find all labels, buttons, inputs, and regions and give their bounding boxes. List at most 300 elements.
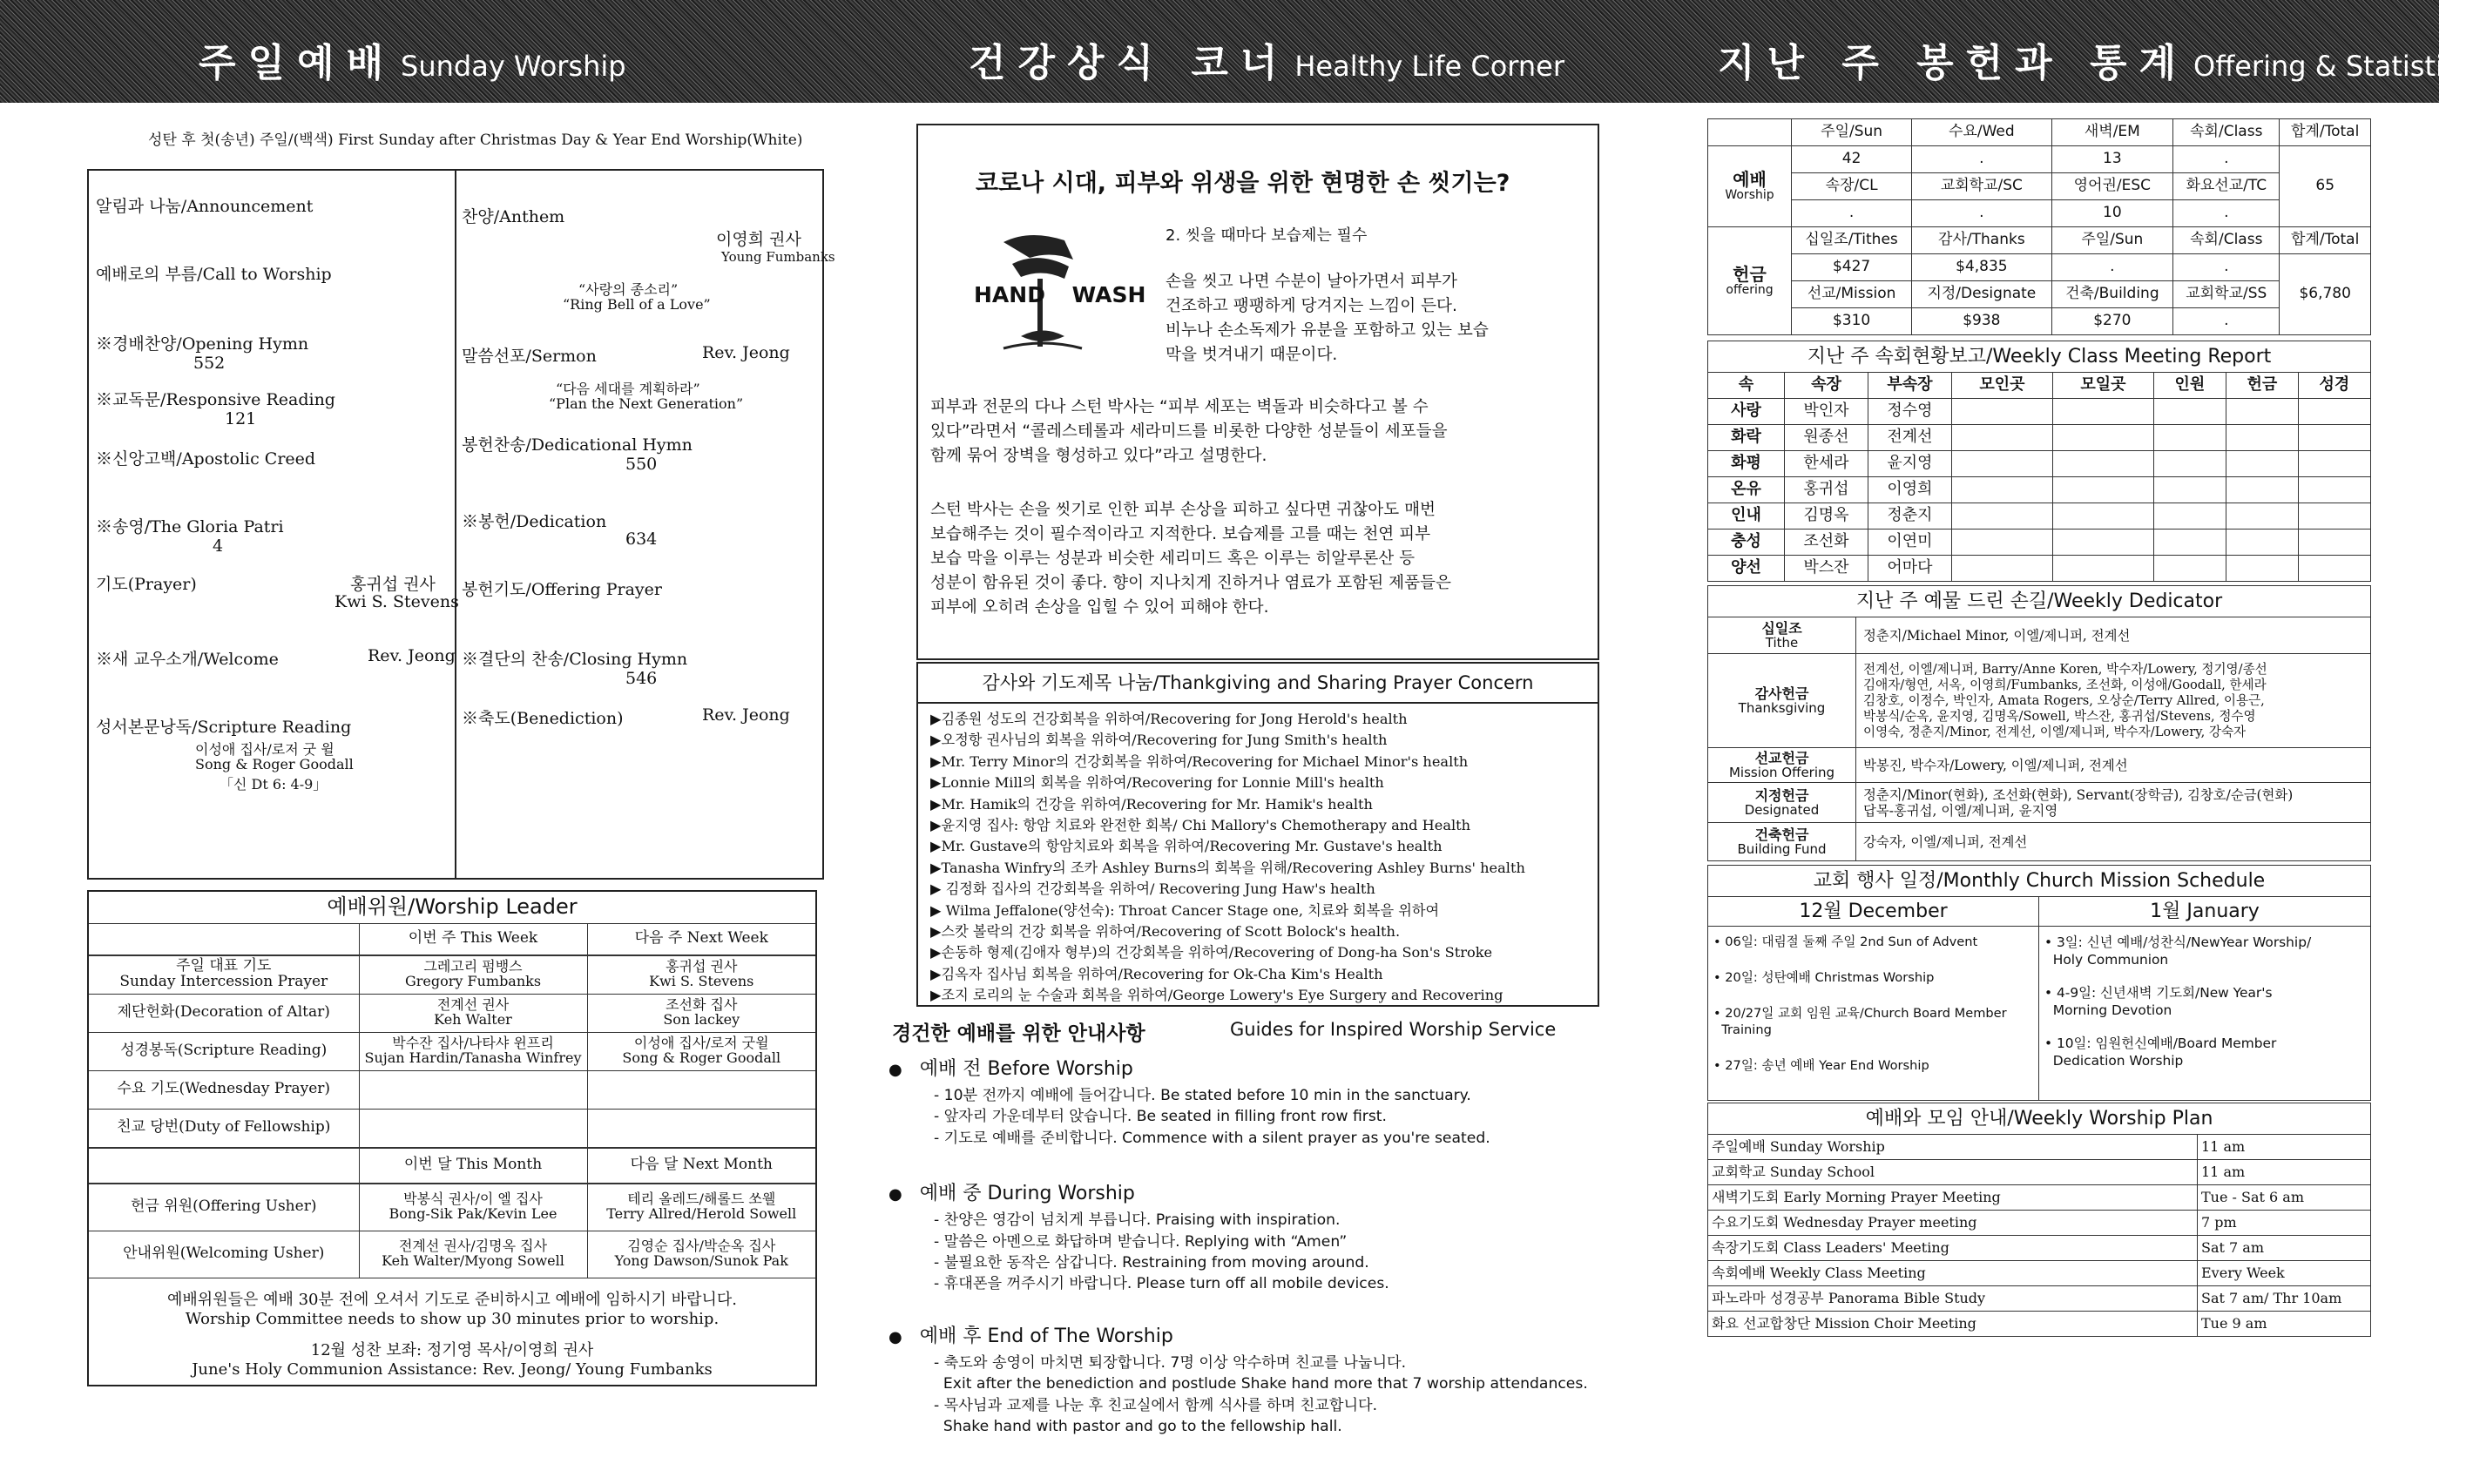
schedule-item: • 20일: 성탄예배 Christmas Worship	[1713, 970, 1935, 985]
class-cell	[1952, 425, 2053, 451]
attendance-offering-table	[1707, 118, 2371, 335]
scripture-reader-ko: 이성애 집사/로저 굿 윌	[195, 741, 334, 758]
prayer-item: ▶스캇 볼락의 건강 회복을 위하여/Recovering of Scott Bolock's health.	[930, 923, 1401, 941]
january-list	[2039, 927, 2371, 1101]
class-row	[1708, 530, 2371, 556]
order-of-worship	[87, 169, 835, 880]
class-cell	[2052, 477, 2153, 503]
class-cell	[2153, 477, 2226, 503]
dedicator-row	[1708, 617, 2371, 654]
welcome: ※새 교우소개/Welcome	[96, 650, 279, 669]
schedule-item: • 10일: 임원헌신예배/Board Member Dedication Worship	[2044, 1035, 2277, 1069]
worship-subtitle: 성탄 후 첫(송년) 주일/(백색) First Sunday after Christmas Day & Year End Worship(White)	[148, 132, 803, 149]
att-val-3: 13	[2051, 146, 2173, 173]
apostolic-creed: ※신앙고백/Apostolic Creed	[96, 449, 316, 469]
bullet-icon: ●	[889, 1327, 902, 1346]
paragraph-line: 있다”라면서 “콜레스테롤과 세라미드를 비롯한 다양한 성분들이 세포들을	[930, 422, 1448, 441]
att-head-7: 영어권/ESC	[2051, 173, 2173, 200]
scripture-reader-en: Song & Roger Goodall	[195, 756, 354, 772]
health-paragraph-2	[930, 395, 1448, 469]
opening-hymn-number: 552	[193, 354, 226, 373]
off-val-3: .	[2051, 254, 2173, 281]
paragraph-line: 건조하고 팽팽하게 당겨지는 느낌이 든다.	[1166, 297, 1457, 315]
class-cell	[2226, 530, 2298, 556]
plan-time: Sat 7 am/ Thr 10am	[2198, 1286, 2371, 1312]
class-cell	[2298, 451, 2370, 477]
att-val-2: .	[1912, 146, 2051, 173]
class-cell	[2052, 556, 2153, 582]
class-cell: 인내	[1708, 503, 1785, 530]
guide-section-head	[889, 1178, 1135, 1205]
schedule-item: • 3일: 신년 예배/성찬식/NewYear Worship/ Holy Communion	[2044, 934, 2312, 968]
paragraph-line: 보습 막을 이루는 성분과 비슷한 세리미드 혹은 이루는 히알루론산 등	[930, 550, 1416, 568]
class-cell: 화락	[1708, 425, 1785, 451]
prayer-item: ▶김종원 성도의 건강회복을 위하여/Recovering for Jong Herold's health	[930, 711, 1408, 727]
prayer-item: ▶조지 로리의 눈 수술과 회복을 위하여/George Lowery's Eye Surgery and Recovering	[930, 987, 1503, 1004]
anthem-title-en: “Ring Bell of a Love”	[563, 296, 711, 313]
class-row	[1708, 451, 2371, 477]
plan-time: 11 am	[2198, 1135, 2371, 1160]
leader-rows-monthly	[89, 1184, 815, 1278]
leader-next: 이성애 집사/로저 굿윌 Song & Roger Goodall	[587, 1032, 815, 1070]
class-cell: 화평	[1708, 451, 1785, 477]
class-cell	[2153, 399, 2226, 425]
prayer-item: ▶Lonnie Mill의 회복을 위하여/Recovering for Lonnie Mill's health	[930, 774, 1384, 792]
health-paragraph-1	[1166, 270, 1489, 368]
class-cell: 박인자	[1785, 399, 1868, 425]
prayer-item: ▶Mr. Hamik의 건강을 위하여/Recovering for Mr. Hamik's health	[930, 795, 1373, 813]
plan-time: 11 am	[2198, 1160, 2371, 1185]
worship-leader-section	[87, 890, 817, 1386]
dedicator-names: 정춘지/Minor(현화), 조선화(현화), Servant(장학금), 김창호/순금(현화) 답목-홍귀섭, 이엘/제니퍼, 윤지영	[1856, 783, 2371, 823]
communion-ko: 12월 성찬 보좌: 정기영 목사/이영희 권사	[310, 1340, 594, 1359]
dedicator-category: 감사헌금 Thanksgiving	[1708, 654, 1856, 748]
leader-role: 성경봉독(Scripture Reading)	[89, 1032, 359, 1070]
leader-row	[89, 1032, 815, 1070]
offering-label-en: offering	[1726, 282, 1774, 297]
health-question: 코로나 시대, 피부와 위생을 위한 현명한 손 씻기는?	[976, 170, 1510, 197]
att-val-6: .	[1912, 200, 2051, 227]
plan-row	[1708, 1236, 2371, 1261]
class-cell	[2052, 451, 2153, 477]
prayer-item: ▶오정항 권사님의 회복을 위하여/Recovering for Jung Smith's health	[930, 732, 1388, 749]
plan-event: 주일예배 Sunday Worship	[1708, 1135, 2198, 1160]
dedicator-names: 박봉진, 박수자/Lowery, 이엘/제니퍼, 전계선	[1856, 748, 2371, 783]
att-head-4: 속회/Class	[2173, 119, 2280, 146]
dedicator-row	[1708, 654, 2371, 748]
leader-role: 헌금 위원(Offering Usher)	[89, 1184, 359, 1231]
class-cell	[1952, 477, 2053, 503]
closing-hymn-number: 546	[625, 669, 658, 688]
off-head-5: 선교/Mission	[1792, 281, 1912, 308]
closing-hymn: ※결단의 찬송/Closing Hymn	[462, 650, 688, 669]
leader-next	[587, 1070, 815, 1109]
class-cell	[2226, 477, 2298, 503]
communion-en: June's Holy Communion Assistance: Rev. Jeong/ Young Fumbanks	[192, 1359, 713, 1379]
leader-row	[89, 994, 815, 1032]
dedicator-category: 십일조 Tithe	[1708, 617, 1856, 654]
guide-section-head	[889, 1054, 1133, 1081]
off-head-3: 주일/Sun	[2051, 227, 2173, 254]
plan-row	[1708, 1312, 2371, 1337]
plan-row	[1708, 1211, 2371, 1236]
gloria-number: 4	[213, 536, 224, 556]
mission-schedule-table	[1707, 865, 2371, 1101]
class-cell	[1952, 503, 2053, 530]
paragraph-line: 피부과 전문의 다나 스턴 박사는 “피부 세포는 벽돌과 비슷하다고 볼 수	[930, 398, 1429, 416]
gloria-patri: ※송영/The Gloria Patri	[96, 517, 284, 536]
prayer-item: ▶ Wilma Jeffalone(양선숙): Throat Cancer Stage one, 치료와 회복을 위하여	[930, 901, 1440, 919]
december-list	[1708, 927, 2039, 1101]
prayer-concern-section	[916, 662, 1599, 1007]
opening-hymn: ※경배찬양/Opening Hymn	[96, 334, 309, 354]
paragraph-line: 비누나 손소독제가 유분을 포함하고 있는 보습	[1166, 321, 1489, 340]
att-val-4: .	[2173, 146, 2280, 173]
guide-head-text: 예배 전 Before Worship	[919, 1058, 1133, 1080]
guide-line: - 말씀은 아멘으로 화답하며 받습니다. Replying with “Amen”	[934, 1232, 1348, 1251]
leader-this	[359, 1109, 587, 1147]
class-cell	[2226, 503, 2298, 530]
class-cell: 박스잔	[1785, 556, 1868, 582]
off-head-1: 십일조/Tithes	[1792, 227, 1912, 254]
class-cell: 이영희	[1868, 477, 1952, 503]
sermon-title-en: “Plan the Next Generation”	[549, 395, 744, 412]
leader-next: 조선화 집사 Son lackey	[587, 994, 815, 1032]
class-cell: 어마다	[1868, 556, 1952, 582]
plan-row	[1708, 1185, 2371, 1211]
leader-row	[89, 1109, 815, 1147]
dedicator-category: 선교헌금 Mission Offering	[1708, 748, 1856, 783]
leader-this: 전계선 권사 Keh Walter	[359, 994, 587, 1032]
dedicational-hymn-number: 550	[625, 455, 658, 474]
this-week-head: 이번 주 This Week	[359, 923, 587, 954]
schedule-item: • 27일: 송년 예배 Year End Worship	[1713, 1058, 1929, 1073]
class-cell: 이연미	[1868, 530, 1952, 556]
prayer-item: ▶Tanasha Winfry의 조카 Ashley Burns의 회복을 위해/Recovering Ashley Burns' health	[930, 859, 1525, 876]
guide-head-text: 예배 후 End of The Worship	[919, 1325, 1173, 1347]
guide-line: Exit after the benediction and postlude Shake hand more that 7 worship attendances.	[934, 1375, 1588, 1393]
responsive-reading-number: 121	[225, 409, 257, 428]
next-month-head: 다음 달 Next Month	[587, 1148, 815, 1183]
class-cell	[2226, 451, 2298, 477]
class-header: 속	[1708, 373, 1785, 399]
class-cell: 홍귀섭	[1785, 477, 1868, 503]
att-head-1: 주일/Sun	[1792, 119, 1912, 146]
prayer-item: ▶ 김정화 집사의 건강회복을 위하여/ Recovering Jung Haw's health	[930, 880, 1375, 898]
off-head-8: 교회학교/SS	[2173, 281, 2280, 308]
dedicator-category: 지정헌금 Designated	[1708, 783, 1856, 823]
off-head-2: 감사/Thanks	[1912, 227, 2051, 254]
guide-line: Shake hand with pastor and go to the fellowship hall.	[934, 1418, 1342, 1435]
leader-role: 수요 기도(Wednesday Prayer)	[89, 1070, 359, 1109]
class-cell: 한세라	[1785, 451, 1868, 477]
class-header: 인원	[2153, 373, 2226, 399]
att-val-1: 42	[1792, 146, 1912, 173]
att-val-8: .	[2173, 200, 2280, 227]
class-cell	[2298, 399, 2370, 425]
dedicator-category: 건축헌금 Building Fund	[1708, 823, 1856, 861]
call-to-worship: 예배로의 부름/Call to Worship	[96, 265, 332, 284]
worship-plan-table	[1707, 1103, 2371, 1337]
paragraph-line: 보습해주는 것이 필수적이라고 지적한다. 보습제를 고를 때는 천연 피부	[930, 525, 1431, 543]
class-cell	[1952, 556, 2053, 582]
leader-role: 안내위원(Welcoming Usher)	[89, 1231, 359, 1278]
prayer-item: ▶김옥자 집사님 회복을 위하여/Recovering for Ok-Cha Kim's Health	[930, 965, 1383, 982]
class-header: 모일곳	[2052, 373, 2153, 399]
paragraph-line: 손을 씻고 나면 수분이 날아가면서 피부가	[1166, 273, 1457, 291]
offering-prayer: 봉헌기도/Offering Prayer	[462, 580, 662, 599]
guide-line: - 축도와 송영이 마치면 퇴장합니다. 7명 이상 악수하며 친교를 나눕니다.	[934, 1353, 1407, 1372]
class-cell	[2298, 503, 2370, 530]
statistics-section	[1707, 118, 2371, 1337]
class-cell	[2298, 530, 2370, 556]
dedicator-table	[1707, 585, 2371, 861]
prayer-item: ▶윤지영 집사: 항암 치료와 완전한 회복/ Chi Mallory's Chemotherapy and Health	[930, 817, 1471, 834]
class-report-title: 지난 주 속회현황보고/Weekly Class Meeting Report	[1708, 341, 2371, 373]
off-head-4: 속회/Class	[2173, 227, 2280, 254]
class-cell: 윤지영	[1868, 451, 1952, 477]
class-cell	[2153, 556, 2226, 582]
class-cell	[2153, 503, 2226, 530]
off-total-head: 합계/Total	[2280, 227, 2371, 254]
class-cell: 정수영	[1868, 399, 1952, 425]
sermon-title-ko: “다음 세대를 계획하라”	[556, 381, 700, 397]
health-paragraph-3	[930, 498, 1451, 620]
plan-time: Sat 7 am	[2198, 1236, 2371, 1261]
class-cell	[2153, 530, 2226, 556]
plan-row	[1708, 1286, 2371, 1312]
class-row	[1708, 425, 2371, 451]
dedicator-names: 강숙자, 이엘/제니퍼, 전계선	[1856, 823, 2371, 861]
sunday-worship-header: 주일예배 Sunday Worship	[199, 41, 626, 85]
prayer-leader-ko: 홍귀섭 권사	[350, 575, 436, 594]
off-val-1: $427	[1792, 254, 1912, 281]
att-val-7: 10	[2051, 200, 2173, 227]
class-header: 모인곳	[1952, 373, 2053, 399]
att-head-6: 교회학교/SC	[1912, 173, 2051, 200]
class-cell: 정춘지	[1868, 503, 1952, 530]
att-total: 65	[2280, 146, 2371, 227]
leader-row	[89, 955, 815, 994]
class-cell	[2226, 425, 2298, 451]
prayer-concern-list	[918, 704, 1598, 1007]
class-row	[1708, 399, 2371, 425]
class-cell	[2226, 399, 2298, 425]
plan-row	[1708, 1160, 2371, 1185]
offering-stats-header: 지난 주 봉헌과 통계 Offering & Statistics	[1718, 41, 2473, 85]
prayer-leader-en: Kwi S. Stevens	[334, 592, 459, 611]
class-cell: 양선	[1708, 556, 1785, 582]
leader-this: 그레고리 펌뱅스 Gregory Fumbanks	[359, 955, 587, 994]
dedicator-names: 정춘지/Michael Minor, 이엘/제니퍼, 전계선	[1856, 617, 2371, 654]
plan-time: Every Week	[2198, 1261, 2371, 1286]
class-header: 성경	[2298, 373, 2370, 399]
leader-rows	[89, 955, 815, 1148]
off-val-6: $938	[1912, 308, 2051, 335]
leader-row	[89, 1070, 815, 1109]
prayer-item: ▶Mr. Gustave의 항암치료와 회복을 위하여/Recovering Mr. Gustave's health	[930, 838, 1443, 855]
class-header: 헌금	[2226, 373, 2298, 399]
guide-line: - 10분 전까지 예배에 들어갑니다. Be stated before 10 min in the sanctuary.	[934, 1087, 1471, 1104]
plan-event: 수요기도회 Wednesday Prayer meeting	[1708, 1211, 2198, 1236]
guide-head-text: 예배 중 During Worship	[919, 1183, 1135, 1205]
schedule-item: • 4-9일: 신년새벽 기도회/New Year's Morning Devotion	[2044, 985, 2273, 1018]
dedicator-row	[1708, 783, 2371, 823]
class-cell: 김명옥	[1785, 503, 1868, 530]
plan-time: Tue 9 am	[2198, 1312, 2371, 1337]
plan-event: 화요 선교합창단 Mission Choir Meeting	[1708, 1312, 2198, 1337]
class-cell	[2153, 451, 2226, 477]
plan-row	[1708, 1261, 2371, 1286]
class-cell: 충성	[1708, 530, 1785, 556]
class-cell	[1952, 530, 2053, 556]
off-val-8: .	[2173, 308, 2280, 335]
december-head: 12월 December	[1708, 897, 2039, 927]
class-report-table	[1707, 341, 2371, 582]
class-cell	[2226, 556, 2298, 582]
att-total-head: 합계/Total	[2280, 119, 2371, 146]
plan-time: 7 pm	[2198, 1211, 2371, 1236]
class-cell: 온유	[1708, 477, 1785, 503]
off-val-5: $310	[1792, 308, 1912, 335]
leader-role: 친교 당번(Duty of Fellowship)	[89, 1109, 359, 1147]
guide-line: - 기도로 예배를 준비합니다. Commence with a silent prayer as you're seated.	[934, 1129, 1490, 1147]
plan-event: 새벽기도회 Early Morning Prayer Meeting	[1708, 1185, 2198, 1211]
benediction: ※축도(Benediction)	[462, 709, 624, 728]
leader-note-ko: 예배위원들은 예배 30분 전에 오셔서 기도로 준비하시고 예배에 임하시기 바랍니다.	[167, 1290, 737, 1309]
guide-section-head	[889, 1321, 1173, 1348]
att-head-3: 새벽/EM	[2051, 119, 2173, 146]
class-cell	[1952, 451, 2053, 477]
january-head: 1월 January	[2039, 897, 2371, 927]
paragraph-line: 성분이 함유된 것이 좋다. 향이 지나치게 진하거나 염료가 포함된 제품들은	[930, 574, 1451, 592]
leader-row	[89, 1184, 815, 1231]
next-week-head: 다음 주 Next Week	[587, 923, 815, 954]
scripture-reading: 성서본문낭독/Scripture Reading	[96, 718, 352, 737]
att-val-5: .	[1792, 200, 1912, 227]
class-cell: 조선화	[1785, 530, 1868, 556]
dedicator-title: 지난 주 예물 드린 손길/Weekly Dedicator	[1708, 586, 2371, 617]
guides-title-en: Guides for Inspired Worship Service	[1230, 1019, 1557, 1040]
attendance-label-ko: 예배	[1733, 169, 1767, 191]
welcome-by: Rev. Jeong	[368, 646, 456, 665]
plan-time: Tue - Sat 6 am	[2198, 1185, 2371, 1211]
leader-this: 박수잔 집사/나타샤 윈프리 Sujan Hardin/Tanasha Winfrey	[359, 1032, 587, 1070]
class-cell	[1952, 399, 2053, 425]
sermon: 말씀선포/Sermon	[462, 347, 597, 366]
off-val-7: $270	[2051, 308, 2173, 335]
off-head-7: 건축/Building	[2051, 281, 2173, 308]
schedule-item: • 06일: 대림절 둘째 주일 2nd Sun of Advent	[1713, 934, 1978, 949]
leader-this	[359, 1070, 587, 1109]
dedicator-row	[1708, 823, 2371, 861]
guide-line: - 불필요한 동작은 삼갑니다. Restraining from moving around.	[934, 1254, 1369, 1272]
dedicational-hymn: 봉헌찬송/Dedicational Hymn	[462, 435, 693, 455]
anthem: 찬양/Anthem	[462, 207, 565, 226]
mission-title: 교회 행사 일정/Monthly Church Mission Schedule	[1708, 866, 2371, 897]
class-header: 속장	[1785, 373, 1868, 399]
leader-role: 제단헌화(Decoration of Altar)	[89, 994, 359, 1032]
leader-next: 김영순 집사/박순옥 집사 Yong Dawson/Sunok Pak	[587, 1231, 815, 1278]
scripture-reference: 「신 Dt 6: 4-9」	[220, 776, 328, 793]
plan-event: 교회학교 Sunday School	[1708, 1160, 2198, 1185]
announcement: 알림과 나눔/Announcement	[96, 197, 314, 216]
paragraph-line: 막을 벗겨내기 때문이다.	[1166, 346, 1338, 364]
class-row	[1708, 477, 2371, 503]
bullet-icon: ●	[889, 1061, 902, 1079]
responsive-reading: ※교독문/Responsive Reading	[96, 390, 335, 409]
guide-line: - 앞자리 가운데부터 앉습니다. Be seated in filling front row first.	[934, 1108, 1388, 1126]
class-cell	[2052, 399, 2153, 425]
leader-row	[89, 1231, 815, 1278]
plan-event: 속회예배 Weekly Class Meeting	[1708, 1261, 2198, 1286]
class-cell: 사랑	[1708, 399, 1785, 425]
leader-next	[587, 1109, 815, 1147]
health-corner-header: 건강상식 코너 Healthy Life Corner	[969, 41, 1565, 85]
class-cell: 원종선	[1785, 425, 1868, 451]
leader-role: 주일 대표 기도 Sunday Intercession Prayer	[89, 955, 359, 994]
class-cell	[2298, 477, 2370, 503]
leader-note-en: Worship Committee needs to show up 30 minutes prior to worship.	[185, 1309, 720, 1328]
class-cell	[2298, 556, 2370, 582]
prayer: 기도(Prayer)	[96, 575, 197, 594]
att-head-2: 수요/Wed	[1912, 119, 2051, 146]
health-article	[916, 124, 1599, 660]
leader-next: 홍귀섭 권사 Kwi S. Stevens	[587, 955, 815, 994]
plan-event: 파노라마 성경공부 Panorama Bible Study	[1708, 1286, 2198, 1312]
anthem-singer-ko: 이영희 권사	[716, 230, 801, 249]
worship-leader-title: 예배위원/Worship Leader	[89, 892, 815, 923]
bullet-icon: ●	[889, 1185, 902, 1204]
guide-line: - 휴대폰을 꺼주시기 바랍니다. Please turn off all mobile devices.	[934, 1275, 1389, 1293]
paragraph-line: 함께 묶어 장벽을 형성하고 있다”라고 설명한다.	[930, 447, 1267, 465]
paragraph-line: 피부에 오히려 손상을 입힐 수 있어 피해야 한다.	[930, 598, 1269, 617]
dedication-number: 634	[625, 530, 658, 549]
class-cell	[2153, 425, 2226, 451]
class-cell	[2052, 530, 2153, 556]
dedicator-names: 전계선, 이엘/제니퍼, Barry/Anne Koren, 박수자/Lowery, 정기영/종선 김애자/형연, 서옥, 이영희/Fumbanks, 조선화, 이성애/Goodall, 한세라 김창호, 이정수, 박인자, Amata Rogers, 오상순/Terry Allred, 이용근, 박봉식/순옥, 윤지영, 김명옥/Sowell, 박스잔, 홍귀섭/Stevens, 정수영 이영숙, 정춘지/Minor, 전계선, 이엘/제니퍼, 박수자/Lowery, 강숙자	[1856, 654, 2371, 748]
class-cell	[2298, 425, 2370, 451]
guides-title-ko: 경건한 예배를 위한 안내사항	[892, 1022, 1145, 1045]
class-cell	[2052, 425, 2153, 451]
worship-leader-table	[89, 892, 815, 955]
class-row	[1708, 556, 2371, 582]
class-header: 부속장	[1868, 373, 1952, 399]
leader-next: 테리 올레드/해롤드 쏘웰 Terry Allred/Herold Sowell	[587, 1184, 815, 1231]
plan-event: 속장기도회 Class Leaders' Meeting	[1708, 1236, 2198, 1261]
leader-this: 박봉식 권사/이 엘 집사 Bong-Sik Pak/Kevin Lee	[359, 1184, 587, 1231]
plan-row	[1708, 1135, 2371, 1160]
guide-line: - 목사님과 교제를 나눈 후 친교실에서 함께 식사를 하며 친교합니다.	[934, 1396, 1378, 1414]
dedicator-row	[1708, 748, 2371, 783]
worship-plan-title: 예배와 모임 안내/Weekly Worship Plan	[1708, 1103, 2371, 1135]
off-val-4: .	[2173, 254, 2280, 281]
schedule-item: • 20/27일 교회 임원 교육/Church Board Member Training	[1713, 1006, 2007, 1037]
class-cell	[2052, 503, 2153, 530]
class-row	[1708, 503, 2371, 530]
paragraph-line: 스턴 박사는 손을 씻기로 인한 피부 손상을 피하고 싶다면 귀찮아도 매번	[930, 501, 1436, 519]
this-month-head: 이번 달 This Month	[359, 1148, 587, 1183]
benediction-by: Rev. Jeong	[702, 705, 790, 725]
att-head-8: 화요선교/TC	[2173, 173, 2280, 200]
att-head-5: 속장/CL	[1792, 173, 1912, 200]
anthem-singer-en: Young Fumbanks	[721, 249, 835, 265]
offering-label-ko: 헌금	[1733, 263, 1767, 285]
dedication: ※봉헌/Dedication	[462, 512, 607, 531]
attendance-label-en: Worship	[1725, 188, 1774, 203]
anthem-title-ko: “사랑의 종소리”	[578, 281, 679, 298]
health-subheading: 2. 씻을 때마다 보습제는 필수	[1166, 226, 1368, 245]
